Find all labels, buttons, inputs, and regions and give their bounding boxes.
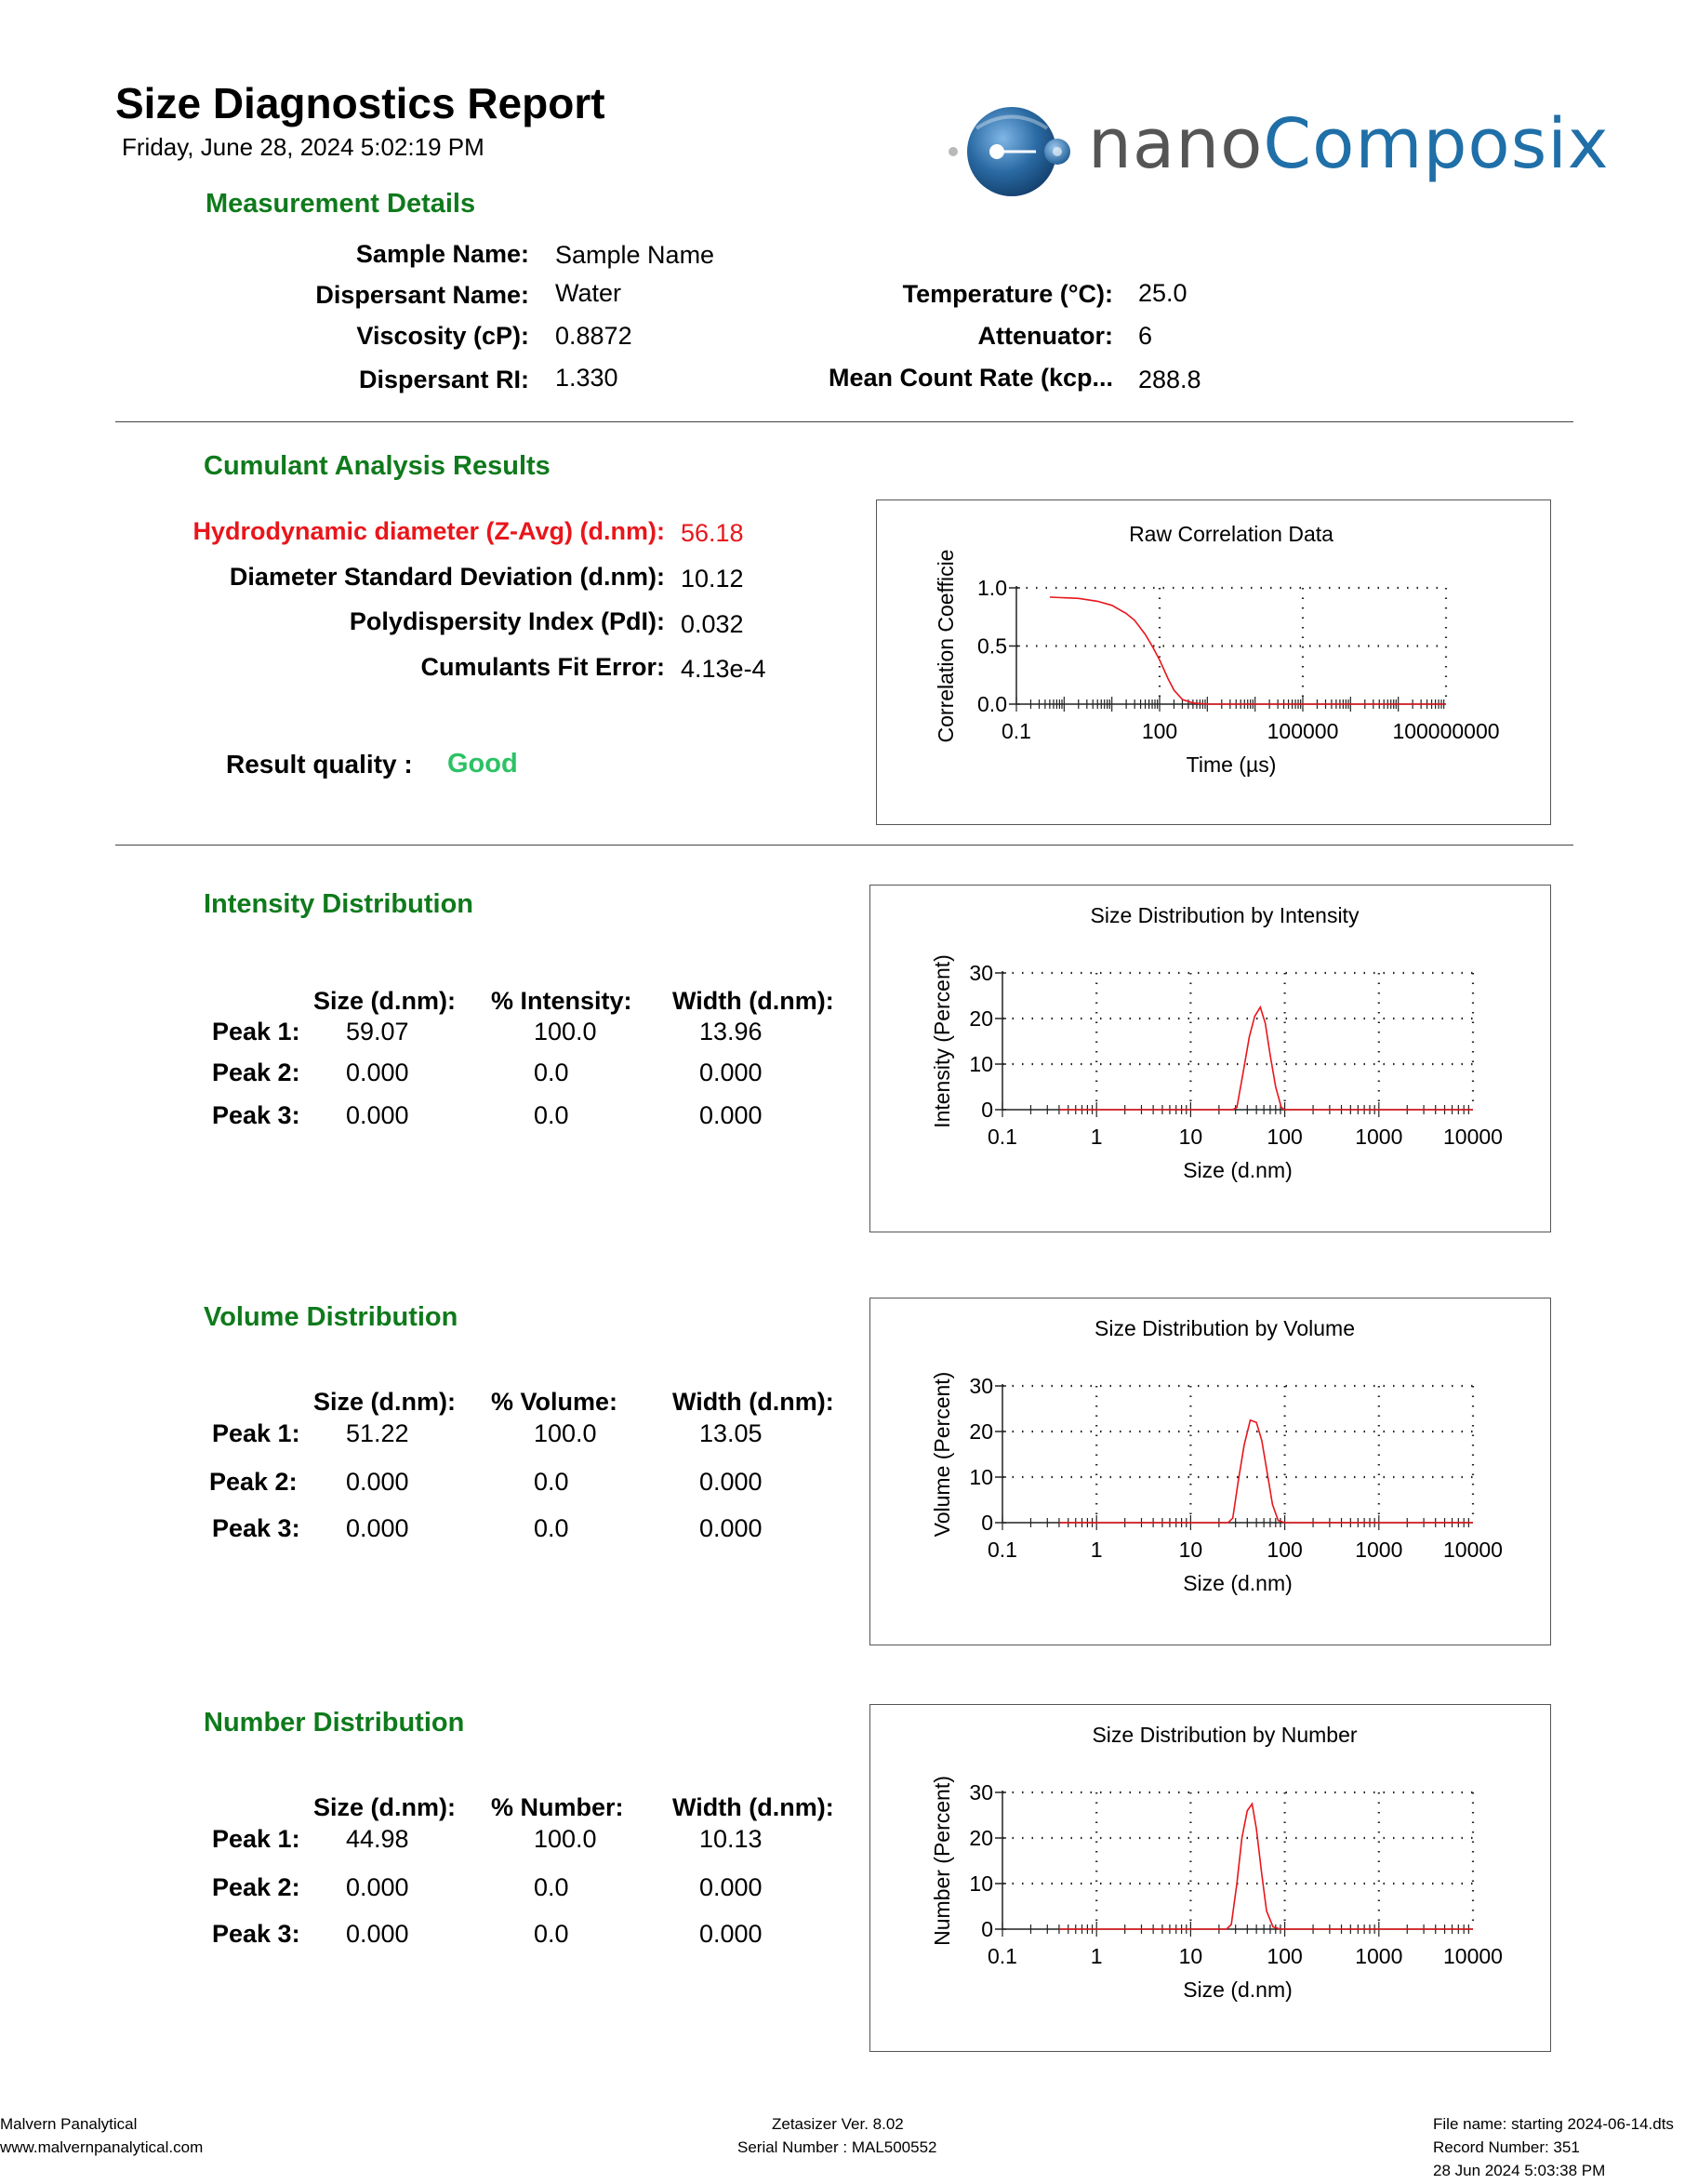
x-tick-label: 1000: [1355, 1125, 1403, 1149]
x-tick-label: 10000: [1443, 1125, 1503, 1149]
x-tick-label: 1000: [1355, 1538, 1403, 1562]
peak-size: 0.000: [346, 1514, 409, 1542]
peak-percent: 100.0: [534, 1018, 597, 1045]
count-rate-label: Mean Count Rate (kcp...: [828, 364, 1113, 392]
footer-company: Malvern Panalytical: [0, 2115, 138, 2133]
peak-width: 0.000: [699, 1059, 763, 1086]
report-date: Friday, June 28, 2024 5:02:19 PM: [122, 133, 484, 161]
volume-chart: [869, 1298, 1551, 1645]
y-tick-label: 20: [969, 1826, 993, 1850]
peak-percent: 100.0: [534, 1419, 597, 1447]
globe-icon: [939, 100, 1088, 203]
attenuator-value: 6: [1138, 322, 1153, 350]
sample-name-value: Sample Name: [555, 241, 715, 269]
z-avg-label: Hydrodynamic diameter (Z-Avg) (d.nm):: [192, 517, 665, 545]
brand-wordmark: [1088, 104, 1610, 184]
column-header: Width (d.nm):: [672, 1388, 834, 1416]
z-avg-value: 56.18: [681, 519, 744, 547]
column-header: Size (d.nm):: [313, 987, 456, 1015]
x-tick-label: 0.1: [988, 1944, 1017, 1968]
peak-width: 10.13: [699, 1825, 763, 1853]
column-header: Size (d.nm):: [313, 1793, 456, 1821]
peak-size: 0.000: [346, 1468, 409, 1496]
x-tick-label: 100: [1141, 719, 1178, 743]
y-axis-label: Correlation Coefficie: [934, 549, 958, 743]
y-tick-label: 0: [981, 1511, 993, 1535]
peak-size: 0.000: [346, 1101, 409, 1129]
footer-timestamp: 28 Jun 2024 5:03:38 PM: [1433, 2162, 1606, 2179]
peak-percent: 0.0: [534, 1514, 569, 1542]
viscosity-value: 0.8872: [555, 322, 632, 350]
dispersant-name-value: Water: [555, 279, 622, 307]
column-header: % Number:: [491, 1793, 624, 1821]
temperature-value: 25.0: [1138, 279, 1187, 307]
column-header: Width (d.nm):: [672, 987, 834, 1015]
x-tick-label: 10: [1178, 1944, 1203, 1968]
peak-width: 0.000: [699, 1468, 763, 1496]
x-tick-label: 10000: [1443, 1538, 1503, 1562]
peak-label: Peak 2:: [209, 1468, 298, 1496]
peak-label: Peak 3:: [212, 1101, 300, 1129]
viscosity-label: Viscosity (cP):: [356, 322, 529, 350]
peak-percent: 0.0: [534, 1468, 569, 1496]
fit-error-label: Cumulants Fit Error:: [420, 653, 665, 681]
x-tick-label: 0.1: [988, 1125, 1017, 1149]
peak-size: 51.22: [346, 1419, 409, 1447]
sample-name-label: Sample Name:: [355, 240, 529, 268]
volume-chart-svg: [870, 1298, 1550, 1645]
x-tick-label: 100000: [1267, 719, 1339, 743]
chart-title: Size Distribution by Number: [1092, 1723, 1358, 1747]
attenuator-label: Attenuator:: [977, 322, 1113, 350]
temperature-label: Temperature (°C):: [902, 280, 1113, 308]
peak-percent: 100.0: [534, 1825, 597, 1853]
x-tick-label: 100: [1267, 1125, 1303, 1149]
pdi-value: 0.032: [681, 610, 744, 638]
intensity-chart-svg: [870, 886, 1550, 1232]
pdi-label: Polydispersity Index (PdI):: [349, 607, 665, 635]
x-axis-label: Size (d.nm): [1183, 1978, 1293, 2002]
column-header: Width (d.nm):: [672, 1793, 834, 1821]
x-tick-label: 1: [1090, 1125, 1103, 1149]
chart-title: Size Distribution by Intensity: [1090, 903, 1360, 927]
y-tick-label: 10: [969, 1465, 993, 1489]
dispersant-name-label: Dispersant Name:: [315, 281, 529, 309]
x-tick-label: 1: [1090, 1538, 1103, 1562]
peak-label: Peak 3:: [212, 1920, 300, 1948]
brand-logo: [939, 100, 1610, 203]
cumulant-heading: Cumulant Analysis Results: [204, 451, 551, 481]
column-header: % Volume:: [491, 1388, 618, 1416]
peak-label: Peak 2:: [212, 1873, 300, 1901]
chart-title: Size Distribution by Volume: [1095, 1316, 1355, 1340]
volume-heading: Volume Distribution: [204, 1302, 458, 1332]
std-dev-label: Diameter Standard Deviation (d.nm):: [229, 563, 665, 591]
y-axis-label: Number (Percent): [930, 1776, 954, 1946]
dispersant-ri-label: Dispersant RI:: [358, 366, 529, 393]
intensity-chart: [869, 885, 1551, 1232]
y-tick-label: 30: [969, 961, 993, 985]
quality-label: Result quality :: [226, 750, 413, 779]
y-axis-label: Intensity (Percent): [930, 954, 954, 1128]
column-header: Size (d.nm):: [313, 1388, 456, 1416]
number-chart-svg: [870, 1705, 1550, 2051]
y-tick-label: 0: [981, 1098, 993, 1122]
footer-filename: File name: starting 2024-06-14.dts: [1433, 2115, 1674, 2133]
y-tick-label: 30: [969, 1374, 993, 1398]
y-tick-label: 0.0: [977, 692, 1007, 716]
correlation-chart: [876, 499, 1551, 825]
x-tick-label: 1000: [1355, 1944, 1403, 1968]
peak-size: 0.000: [346, 1920, 409, 1948]
peak-percent: 0.0: [534, 1059, 569, 1086]
fit-error-value: 4.13e-4: [681, 655, 766, 683]
chart-title: Raw Correlation Data: [1129, 522, 1333, 546]
y-tick-label: 30: [969, 1780, 993, 1804]
peak-size: 44.98: [346, 1825, 409, 1853]
x-tick-label: 10: [1178, 1125, 1203, 1149]
y-tick-label: 20: [969, 1006, 993, 1031]
x-tick-label: 1: [1090, 1944, 1103, 1968]
data-series-line: [1059, 1804, 1473, 1929]
brand-composix: Composix: [1263, 104, 1610, 184]
number-chart: [869, 1704, 1551, 2052]
y-tick-label: 1.0: [977, 576, 1007, 600]
y-tick-label: 0.5: [977, 633, 1007, 659]
peak-label: Peak 3:: [212, 1514, 300, 1542]
y-tick-label: 10: [969, 1052, 993, 1076]
peak-width: 13.96: [699, 1018, 763, 1045]
x-tick-label: 100: [1267, 1538, 1303, 1562]
peak-percent: 0.0: [534, 1920, 569, 1948]
x-tick-label: 0.1: [1002, 719, 1031, 743]
x-tick-label: 0.1: [988, 1538, 1017, 1562]
x-tick-label: 100: [1267, 1944, 1303, 1968]
footer-serial: Serial Number : MAL500552: [737, 2138, 937, 2156]
peak-size: 0.000: [346, 1873, 409, 1901]
dispersant-ri-value: 1.330: [555, 364, 618, 392]
peak-label: Peak 1:: [212, 1018, 300, 1045]
column-header: % Intensity:: [491, 987, 632, 1015]
data-series-line: [1059, 1420, 1473, 1523]
number-heading: Number Distribution: [204, 1708, 465, 1738]
divider: [115, 845, 1573, 846]
x-axis-label: Size (d.nm): [1183, 1571, 1293, 1595]
peak-size: 0.000: [346, 1059, 409, 1086]
peak-size: 59.07: [346, 1018, 409, 1045]
data-series-line: [1050, 597, 1446, 704]
report-title: Size Diagnostics Report: [115, 79, 605, 127]
peak-label: Peak 1:: [212, 1825, 300, 1853]
footer-version: Zetasizer Ver. 8.02: [772, 2115, 904, 2133]
peak-percent: 0.0: [534, 1101, 569, 1129]
quality-value: Good: [447, 749, 518, 779]
intensity-heading: Intensity Distribution: [204, 889, 473, 919]
measurement-heading: Measurement Details: [206, 189, 476, 219]
correlation-chart-svg: [877, 500, 1550, 824]
x-tick-label: 100000000: [1392, 719, 1500, 743]
x-tick-label: 10: [1178, 1538, 1203, 1562]
data-series-line: [1059, 1007, 1473, 1110]
peak-width: 0.000: [699, 1101, 763, 1129]
count-rate-value: 288.8: [1138, 366, 1201, 393]
std-dev-value: 10.12: [681, 565, 744, 593]
peak-width: 0.000: [699, 1920, 763, 1948]
x-axis-label: Time (µs): [1186, 752, 1277, 777]
footer-website: www.malvernpanalytical.com: [0, 2138, 204, 2156]
peak-width: 0.000: [699, 1514, 763, 1542]
peak-width: 0.000: [699, 1873, 763, 1901]
x-axis-label: Size (d.nm): [1183, 1158, 1293, 1182]
brand-nano: nano: [1088, 104, 1264, 184]
peak-percent: 0.0: [534, 1873, 569, 1901]
y-tick-label: 20: [969, 1419, 993, 1444]
y-axis-label: Volume (Percent): [930, 1371, 954, 1538]
y-tick-label: 0: [981, 1917, 993, 1941]
peak-label: Peak 2:: [212, 1059, 300, 1086]
peak-label: Peak 1:: [212, 1419, 300, 1447]
peak-width: 13.05: [699, 1419, 763, 1447]
y-tick-label: 10: [969, 1871, 993, 1896]
footer-record: Record Number: 351: [1433, 2138, 1580, 2156]
divider: [115, 421, 1573, 422]
x-tick-label: 10000: [1443, 1944, 1503, 1968]
